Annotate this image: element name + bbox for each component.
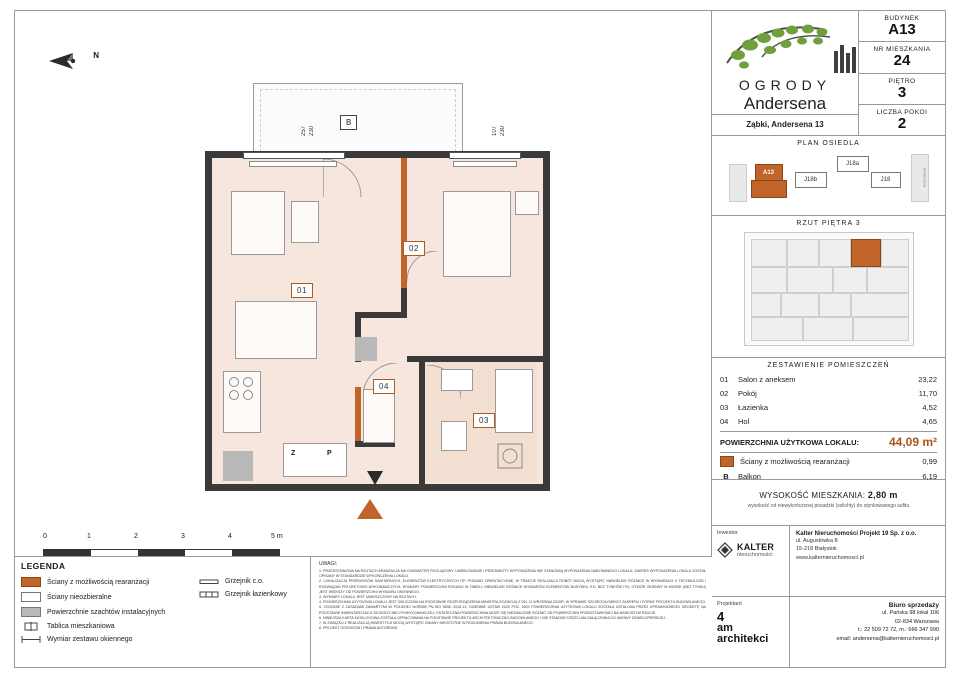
legend-item [21, 577, 181, 587]
legend-item [199, 590, 319, 598]
apartment-meta [859, 11, 945, 135]
legend-title: LEGENDA [21, 561, 66, 571]
toilet [441, 421, 467, 451]
legend-label: Powierzchnie szachtów instalacyjnych [47, 608, 166, 616]
room-tag-03: 03 [473, 413, 495, 428]
appliance-z-label: Z [291, 450, 296, 457]
table-row [720, 400, 937, 414]
investor-address-1: ul. Augustówka 8 [796, 538, 838, 544]
designer-cell [712, 597, 790, 667]
room-tag-01: 01 [291, 283, 313, 298]
site-plan-heading: PLAN OSIEDLA [797, 140, 860, 147]
designer-name-1: 4 [717, 609, 725, 624]
investor-row [712, 526, 945, 597]
legend-label: Grzejnik c.o. [225, 577, 264, 585]
radiator-living [249, 161, 337, 167]
window-living [243, 152, 345, 159]
height-value: 2,80 m [867, 490, 898, 500]
room-area: 11,70 [918, 388, 937, 398]
wall-orange-hall-left [355, 387, 361, 447]
window-bedroom [449, 152, 521, 159]
scale-tick-0: 0 [43, 533, 47, 540]
sales-phone[interactable]: t.: 22 509 72 72, m.: 666 347 990 [857, 627, 939, 634]
investor-address-2: 15-218 Białystok [796, 546, 837, 553]
notes-heading: UWAGI: [319, 561, 338, 567]
total-area-row [720, 431, 937, 453]
project-logo [712, 11, 859, 135]
scale-tick-4: 4 [228, 533, 232, 540]
investor-website[interactable]: www.kalternieruchomosci.pl [796, 554, 864, 561]
meta-floor [859, 74, 945, 105]
height-block [712, 480, 945, 526]
table-row [720, 386, 937, 400]
total-area-value: 44,09 m² [888, 435, 937, 449]
swatch-gray-icon [21, 607, 41, 617]
meta-value: 24 [893, 52, 911, 70]
compass-icon [41, 39, 97, 83]
dimension-icon [21, 635, 41, 643]
room-number: 04 [720, 416, 729, 426]
right-panel [712, 11, 945, 667]
rooms-table-block [712, 358, 945, 480]
legend-label: Wymiar zestawu okiennego [47, 635, 133, 643]
meta-building [859, 11, 945, 42]
site-building-j18: J18 [871, 172, 901, 188]
scale-tick-3: 3 [181, 533, 185, 540]
investor-details [790, 526, 945, 596]
room-number: 01 [720, 374, 729, 384]
room-tag-02: 02 [403, 241, 425, 256]
floor-plan-heading: RZUT PIĘTRA 3 [796, 220, 861, 227]
dimension-257: 257 [301, 125, 307, 136]
notes-block [310, 557, 710, 667]
legend [15, 557, 305, 667]
nightstand [515, 191, 539, 215]
legend-label: Grzejnik łazienkowy [225, 590, 287, 598]
site-building-j18a: J18a [837, 156, 869, 172]
meta-apartment-number [859, 42, 945, 73]
investor-subname: nieruchomości [737, 552, 773, 558]
entrance-marker-icon [357, 499, 383, 519]
compass-north-label: N [93, 51, 99, 60]
room-area: 23,22 [918, 374, 937, 384]
dining-table [235, 301, 317, 359]
board-icon [21, 622, 41, 630]
note-line: 1. PRZEDSTAWIONA NA RZUTACH ARANŻACJA MA CHARAKTER POGLĄDOWY, UMEBLOWANIE I PRZEDMIOTY WYPOSAŻENIA NIE STANOWIĄ WYPOSAŻENIA NABYWANEGO LOKALU; ZAKRES WYPOSAŻENIA LOKALU ZOSTAŁ OPISANY W STANDARDZIE WYKOŃCZENIA LOKALU. [319, 569, 706, 579]
room-name: Salon z aneksem [738, 374, 796, 384]
logo-line-2: Andersena [743, 94, 827, 113]
investor-cell [712, 526, 790, 596]
utility-cabinets [283, 443, 347, 477]
designer-name [717, 610, 784, 646]
sofa [231, 191, 285, 255]
kalter-logo-icon [717, 542, 733, 558]
wardrobe [363, 389, 395, 443]
height-line [712, 490, 945, 500]
floor-key-plan [744, 232, 914, 346]
balcony-inner [260, 89, 456, 157]
room-name: Pokój [738, 388, 757, 398]
legend-label: Tablica mieszkaniowa [47, 622, 115, 630]
meta-label: PIĘTRO [888, 77, 916, 85]
legend-item [21, 622, 181, 630]
note-line: 8. PROJEKT OGRODÓW I PRAWA AUTORSKIE. [319, 626, 399, 631]
legend-item [21, 592, 181, 602]
dimension-230b: 230 [500, 125, 506, 136]
bed [443, 191, 511, 277]
room-number: 02 [720, 388, 729, 398]
washbasin [441, 369, 473, 391]
designer-label: Projektant [717, 601, 742, 607]
site-building-a13-wing [751, 180, 787, 198]
meta-label: NR MIESZKANIA [873, 46, 931, 54]
room-area: 4,65 [922, 416, 937, 426]
site-building-j18b: J18b [795, 172, 827, 188]
installation-shaft-1 [355, 337, 377, 361]
road-right: Andersena [911, 154, 929, 202]
radiator-bedroom [453, 161, 517, 167]
extra-value: 0,99 [922, 456, 937, 466]
swatch-white-icon [21, 592, 41, 602]
meta-value: A13 [888, 21, 916, 39]
title-block [712, 11, 945, 136]
scale-tick-5: 5 m [271, 533, 283, 540]
tree-logo-icon [722, 17, 862, 77]
meta-value: 2 [897, 114, 907, 132]
radiator-icon [199, 577, 219, 585]
balcony-tag: B [340, 115, 357, 130]
site-plan-map [729, 150, 929, 204]
highlighted-unit [851, 239, 881, 267]
sales-title: Biuro sprzedaży [888, 602, 939, 609]
legend-item [21, 635, 181, 643]
room-name: Łazienka [738, 402, 769, 412]
designer-row [712, 597, 945, 667]
height-note: wysokość od niewykończonej posadzki (szlichty) do otynkowanego sufitu [747, 503, 910, 509]
drawing-area [15, 11, 712, 556]
washing-machine-icon [497, 443, 523, 469]
sales-address-2: 02-834 Warszawa [894, 618, 939, 625]
bath-radiator-icon [199, 590, 219, 598]
note-line: 7. W ZWIĄZKU Z REALIZACJĄ INWESTYCJI MOGĄ WYSTĄPIĆ ZMIANY NIEISTOTNE W ROZUMIENIU PRAWA BUDOWLANEGO. [319, 621, 534, 626]
bathtub [495, 369, 533, 433]
extra-label: Ściany z możliwością rearanżacji [740, 456, 850, 466]
sales-email[interactable]: email: andersena@kalternieruchomosci.pl [836, 635, 939, 642]
meta-label: BUDYNEK [884, 15, 920, 23]
scale-tick-2: 2 [134, 533, 138, 540]
extra-value: 6,19 [922, 471, 937, 481]
sales-office [790, 597, 945, 667]
logo-line-1: OGRODY [738, 77, 832, 93]
swatch-orange-icon [21, 577, 41, 587]
road-left [729, 164, 747, 202]
sales-address-1: ul. Pańska 98 lokal 106 [882, 610, 939, 616]
wall-hall-top [355, 312, 407, 318]
cooktop-icon [225, 373, 257, 403]
extra-label: Balkon [738, 471, 761, 481]
meta-label: LICZBA POKOI [876, 108, 928, 116]
dimension-107: 107 [492, 125, 498, 136]
note-line: 2. LOKALIZACJA PRZEWODÓW SANITARNYCH, ELEMENTÓW ELEKTRYCZNYCH ITP. PODANO ORIENTACYJNIE, W TRAKCIE REALIZACJI ROBÓT MOGĄ WYSTĄPIĆ NIEWIELKIE RÓŻNICE W WYMIARACH O TECHNOLOGII I ROZWIĄZAŃ PROJEKTOWO-WYKONAWCZYCH; WYMIARY POWIERZCHNI PODANO W TABELI; NIEWIELKIE RÓŻNICE WYMIARÓW ELEMENTÓW BUDYNKU ITD. BEŻ TYNKÓW ITD; OTWÓR OKIENNY W MURZE (BEZ TYNKU) JEST WIĘKSZY OD POWIERZCHNI WYMIARU OKIENNEGO. [319, 579, 706, 594]
appliance-p-label: P [327, 450, 332, 457]
legend-label: Ściany z możliwością rearanżacji [47, 578, 150, 586]
dimension-230: 230 [309, 125, 315, 136]
orange-swatch-icon [720, 456, 734, 467]
total-area-label: POWIERZCHNIA UŻYTKOWA LOKALU: [720, 437, 860, 447]
investor-company: Kalter Nieruchomości Projekt 19 Sp. z o.o. [796, 531, 917, 537]
site-building-a13: A13 [755, 164, 783, 182]
site-plan-block [712, 136, 945, 216]
rooms-table-heading: ZESTAWIENIE POMIESZCZEŃ [767, 362, 890, 369]
table-row [720, 414, 937, 428]
installation-shaft-3 [223, 451, 253, 481]
designer-name-3: architekci [717, 633, 769, 646]
extra-row-walls [720, 453, 937, 469]
legend-item [21, 607, 181, 617]
room-area: 4,52 [922, 402, 937, 412]
height-label: WYSOKOŚĆ MIESZKANIA: [759, 491, 866, 500]
floor-key-plan-block [712, 216, 945, 358]
designer-name-2: am [717, 622, 733, 635]
legend-item [199, 577, 319, 585]
scale-tick-1: 1 [87, 533, 91, 540]
meta-value: 3 [897, 83, 907, 101]
note-line: 4. POWIERZCHNIA UŻYTKOWA LOKALU JEST OBLICZONA NA PODSTAWIE ROZPORZĄDZENIA MINISTRA ROZWOJU Z DN. 11 WRZEŚNIA 2020R. W SPRAWIE SZCZEGÓŁOWEGO ZAKRESU I FORMY PROJEKTU BUDOWLANEGO. [319, 600, 706, 605]
meta-room-count [859, 105, 945, 135]
note-line: 3. WYMIARY LOKALU JEST UMIESZCZONY NA RZUTACH. [319, 595, 417, 600]
room-name: Hol [738, 416, 750, 426]
coffee-table [291, 201, 319, 243]
apartment-floorplan [205, 151, 550, 491]
investor-label: Inwestor [717, 530, 738, 536]
investor-name: KALTER [737, 542, 775, 552]
project-address: Ząbki, Andersena 13 [712, 114, 858, 129]
balcony-code: B [723, 471, 729, 481]
note-line: 6. NINIEJSZA KARTA KATALOGOWA ZOSTAŁA OPRACOWANA NA PODSTAWIE PROJEKTU ARCHITEKTONICZNO-BUDOWLANEGO I NIE STANOWI CZĘŚCI ANI ZAŁĄCZNIKA DO UMOWY DEWELOPERSKIEJ. [319, 615, 666, 620]
table-row [720, 372, 937, 386]
entrance-arrow-icon [365, 467, 385, 485]
room-number: 03 [720, 402, 729, 412]
legend-label: Ściany nieozbieralne [47, 593, 112, 601]
note-line: 5. ZGODNIE Z ZASADAMI ZAWARTYMI W POLSKIEJ NORMIE PN-ISO 9836: 2015-12; DZIENNIK USTAW 2020 POZ. 1609 POWIERZCHNIA UŻYTKOWA LOKALU ZOSTAŁA USTALONA PRZEZ UPRAWNIONEGO GEODETĘ NA PODSTAWIE INWENTARYZACJI GEODEZYJNEJ POWYKONAWCZEJ; OSTATECZNA POWIERZCHNIA MOŻE SIĘ NIEZNACZNIE RÓŻNIĆ OD POWIERZCHNI PRZEDSTAWIONEJ NA NINIEJSZYM RZUCIE. [319, 605, 706, 615]
room-tag-04: 04 [373, 379, 395, 394]
footer-block [712, 526, 945, 667]
